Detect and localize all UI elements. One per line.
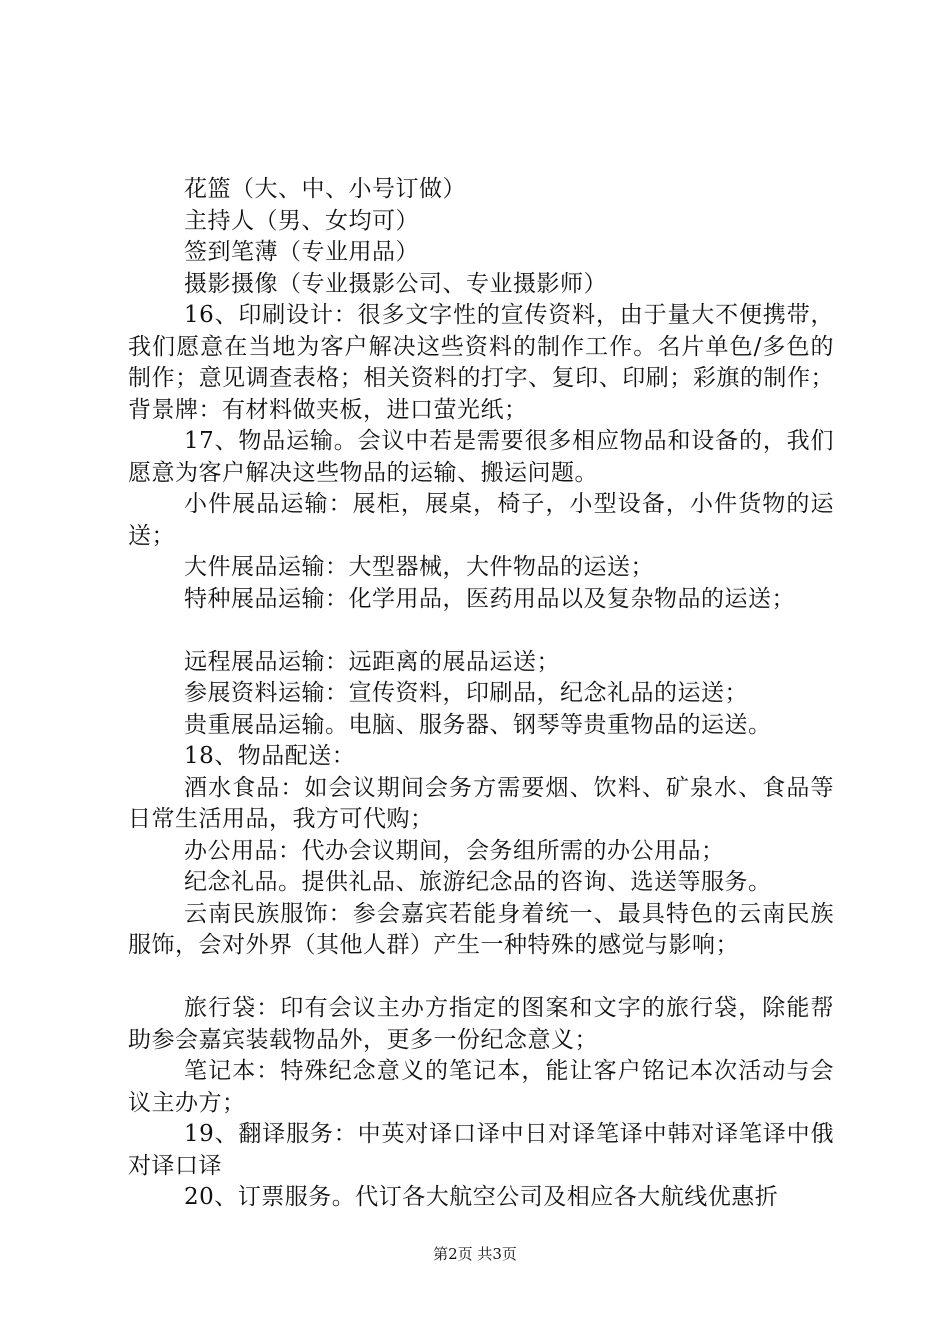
paragraph: 笔记本：特殊纪念意义的笔记本，能让客户铭记本次活动与会议主办方； (128, 1058, 834, 1116)
paragraph: 远程展品运输：远距离的展品运送； (184, 648, 560, 675)
paragraph: 纪念礼品。提供礼品、旅游纪念品的咨询、选送等服务。 (184, 869, 772, 895)
paragraph: 云南民族服饰：参会嘉宾若能身着统一、最具特色的云南民族服饰，会对外界（其他人群）产生一种特殊的感觉与影响； (128, 900, 834, 958)
paragraph: 19、翻译服务：中英对译口译中日对译笔译中韩对译笔译中俄对译口译 (128, 1121, 834, 1179)
paragraph: 办公用品：代办会议期间，会务组所需的办公用品； (184, 837, 725, 864)
paragraph: 摄影摄像（专业摄影公司、专业摄影师） (184, 270, 607, 297)
paragraph: 贵重展品运输。电脑、服务器、钢琴等贵重物品的运送。 (184, 711, 772, 738)
paragraph: 大件展品运输：大型器械，大件物品的运送； (184, 554, 654, 580)
body-text (128, 174, 834, 1214)
paragraph: 酒水食品：如会议期间会务方需要烟、饮料、矿泉水、食品等日常生活用品，我方可代购； (128, 774, 834, 832)
page-footer: 第2页 共3页 (433, 1245, 517, 1263)
paragraph: 参展资料运输：宣传资料，印刷品，纪念礼品的运送； (184, 680, 748, 706)
paragraph: 特种展品运输：化学用品，医药用品以及复杂物品的运送； (184, 585, 795, 612)
paragraph: 小件展品运输：展柜，展桌，椅子，小型设备，小件货物的运送； (128, 491, 834, 549)
blank-line (128, 615, 834, 647)
paragraph: 花篮（大、中、小号订做） (184, 176, 466, 202)
paragraph: 16、印刷设计：很多文字性的宣传资料，由于量大不便携带，我们愿意在当地为客户解决这些资料的制作工作。名片单色/多色的制作；意见调查表格；相关资料的打字、复印、印刷；彩旗的制作；背景牌：有材料做夹板，进口萤光纸； (128, 302, 834, 423)
paragraph: 签到笔薄（专业用品） (184, 239, 419, 265)
paragraph: 18、物品配送： (184, 743, 356, 769)
blank-line (128, 962, 834, 994)
paragraph: 主持人（男、女均可） (184, 207, 419, 234)
paragraph: 20、订票服务。代订各大航空公司及相应各大航线优惠折 (184, 1184, 779, 1210)
paragraph: 17、物品运输。会议中若是需要很多相应物品和设备的，我们愿意为客户解决这些物品的运输、搬运问题。 (128, 428, 834, 486)
paragraph: 旅行袋：印有会议主办方指定的图案和文字的旅行袋，除能帮助参会嘉宾装载物品外，更多一份纪念意义； (128, 995, 834, 1053)
